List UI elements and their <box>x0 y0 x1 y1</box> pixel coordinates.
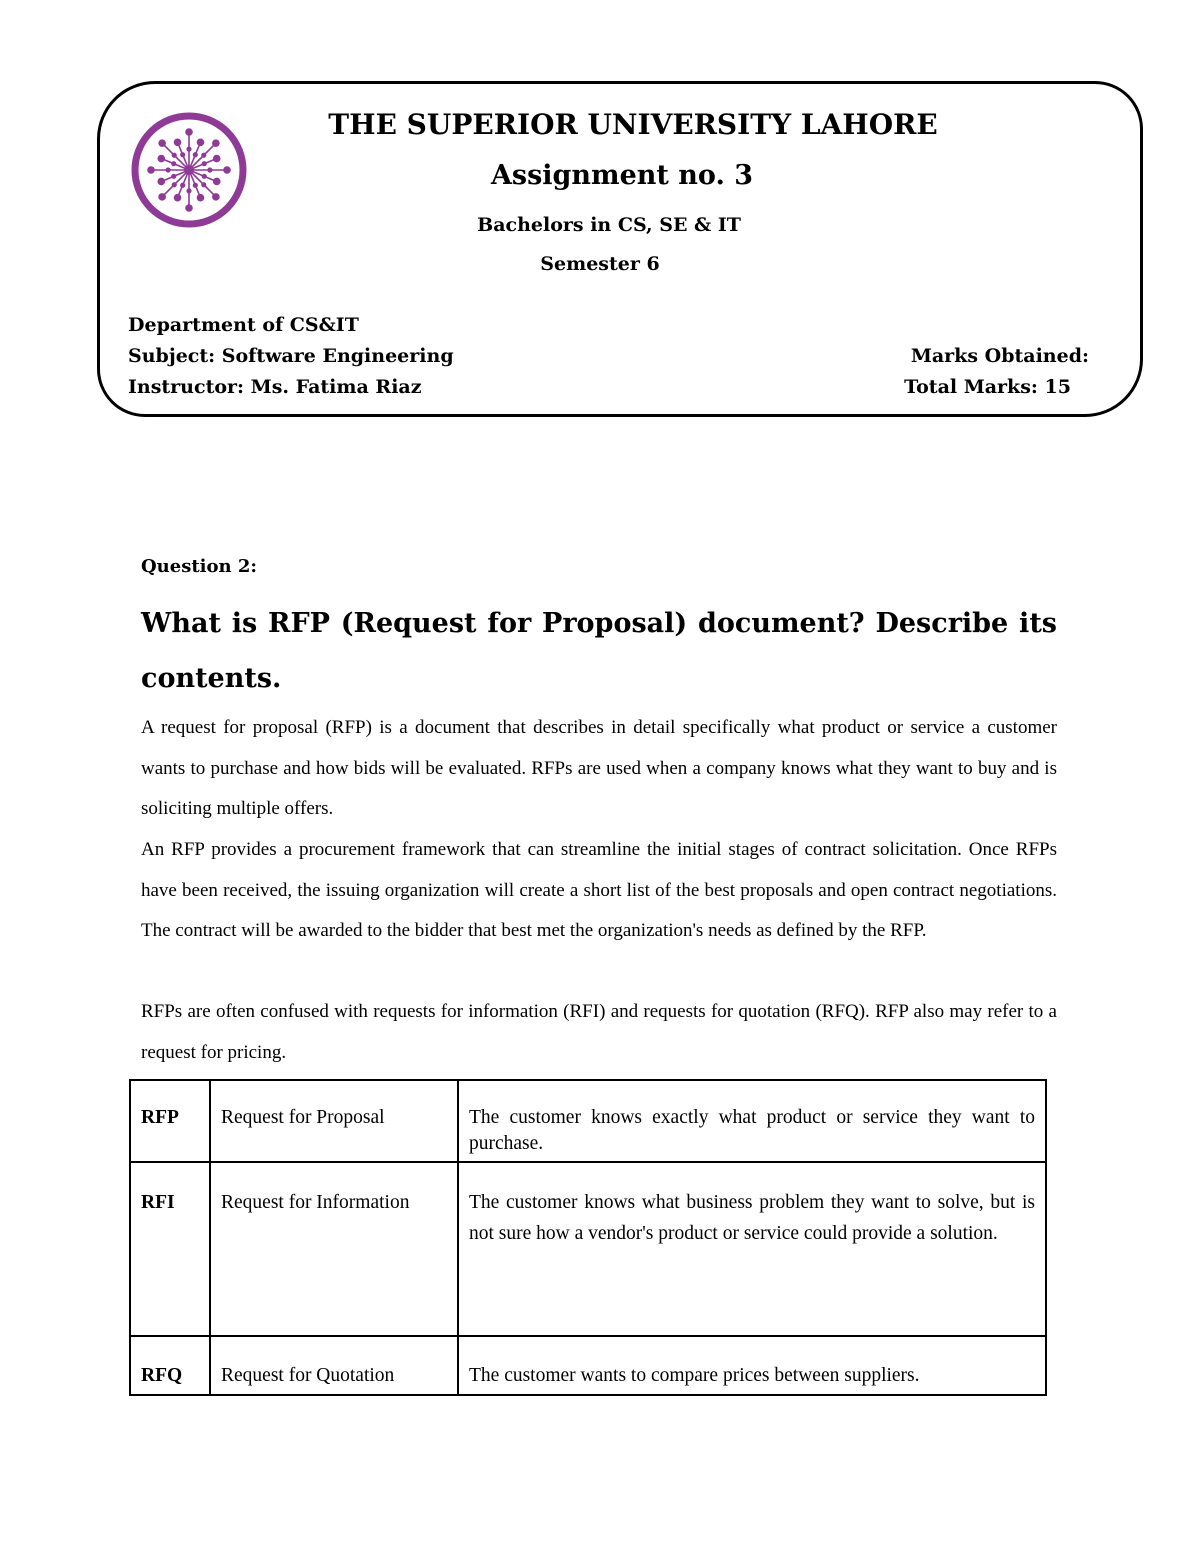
table-row <box>130 1336 1046 1395</box>
subject-label: Subject: Software Engineering <box>128 345 454 367</box>
paragraph: A request for proposal (RFP) is a document that describes in detail specifically what product or service a customer wants to purchase and how bids will be evaluated. RFPs are used when a company knows what they want to buy and is soliciting multiple offers. <box>141 717 1057 819</box>
semester-label: Semester 6 <box>540 253 660 275</box>
program-name: Bachelors in CS, SE & IT <box>477 214 741 236</box>
table-cell-full: Request for Quotation <box>210 1336 458 1395</box>
table-cell-desc: The customer knows what business problem they want to solve, but is not sure how a vendor's product or service could provide a solution. <box>458 1162 1046 1336</box>
rfp-comparison-table <box>129 1079 1047 1396</box>
table-cell-abbr: RFQ <box>130 1336 210 1395</box>
question-title: What is RFP (Request for Proposal) document? Describe its contents. <box>141 608 1057 694</box>
table-row <box>130 1162 1046 1336</box>
department-label: Department of CS&IT <box>128 314 359 336</box>
paragraph: An RFP provides a procurement framework that can streamline the initial stages of contract solicitation. Once RFPs have been received, the issuing organization will create a short list of the best proposals and open contract negotiations. The contract will be awarded to the bidder that best met the organization's needs as defined by the RFP. <box>141 839 1057 941</box>
table-cell-desc: The customer wants to compare prices between suppliers. <box>458 1336 1046 1395</box>
table-cell-abbr: RFP <box>130 1080 210 1162</box>
assignment-title: Assignment no. 3 <box>490 160 754 191</box>
instructor-label: Instructor: Ms. Fatima Riaz <box>128 376 422 398</box>
table-cell-abbr: RFI <box>130 1162 210 1336</box>
table-cell-full: Request for Proposal <box>210 1080 458 1162</box>
paragraph: RFPs are often confused with requests for information (RFI) and requests for quotation (RFQ). RFP also may refer to a request for pricing. <box>141 1001 1057 1063</box>
table-cell-desc: The customer knows exactly what product or service they want to purchase. <box>458 1080 1046 1162</box>
table-cell-full: Request for Information <box>210 1162 458 1336</box>
university-title: THE SUPERIOR UNIVERSITY LAHORE <box>328 108 938 141</box>
total-marks-label: Total Marks: 15 <box>904 376 1071 398</box>
marks-obtained-label: Marks Obtained: <box>910 345 1089 367</box>
table-row <box>130 1080 1046 1162</box>
question-label: Question 2: <box>141 556 258 577</box>
